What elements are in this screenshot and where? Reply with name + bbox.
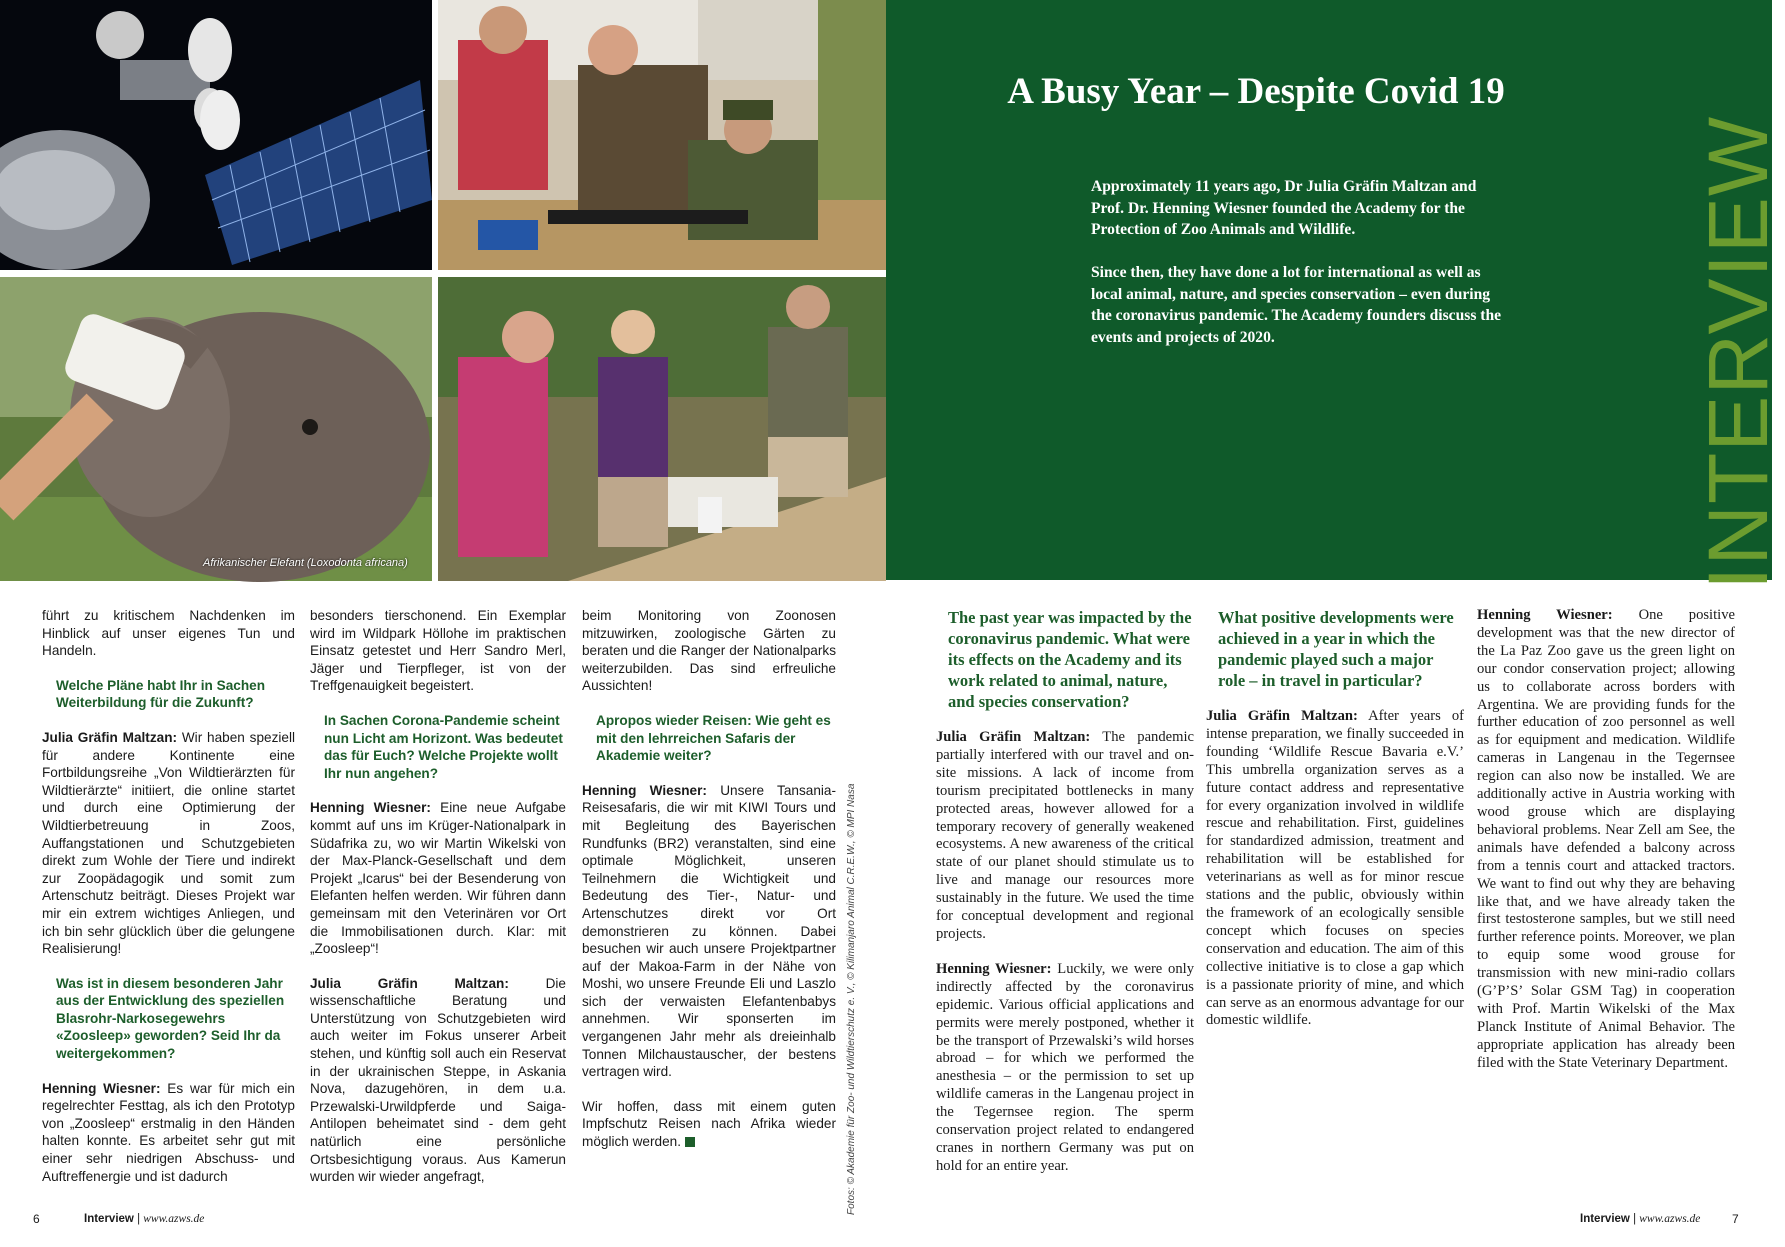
speaker-name: Henning Wiesner: [1477,607,1613,623]
speaker-name: Henning Wiesner: [582,782,707,798]
section-vertical-label [1691,66,1785,590]
answer-paragraph [310,799,566,957]
photo-workshop-rifle [438,0,886,270]
photo-caption: Afrikanischer Elefant (Loxodonta africana) [203,557,408,569]
answer-text: Unsere Tansania-Reisesafaris, die wir mit KIWI Tours und mit Begleitung des Bayerischen Rundfunks (BR2) veranstalten, sind eine optimale Möglichkeit, unseren Teilnehmern die Wichtigkeit und Bedeutung des Tier-, Natur- und Artenschutzes direkt vor Ort demonstrieren zu können. Dabei besuchen wir auch unsere Projektpartner auf der Makoa-Farm in der Nähe von Moshi, wo unsere Freunde Eli und Laszlo sich der verwaisten Elefantenbabys annehmen. Wir sponserten im vergangenen Jahr mehr als dreieinhalb Tonnen Milchaustauscher, der bestens vertragen wird. [582,782,836,1080]
photo-field-team [438,277,886,581]
speaker-name: Julia Gräfin Maltzan: [1206,708,1358,724]
right-column-3 [1477,607,1735,1090]
left-column-3 [582,607,836,1168]
paragraph: führt zu kritischem Nachdenken im Hinblick auf unser eigenes Tun und Handeln. [42,608,295,659]
answer-paragraph [582,782,836,1081]
title-banner [886,0,1772,580]
footer-left [84,1213,204,1225]
speaker-name: Julia Gräfin Maltzan: [936,729,1091,745]
intro-paragraph-2: Since then, they have done a lot for international as well as local animal, nature, and species conservation – even during the coronavirus pandemic. The Academy founders discuss the events and projects of 2020. [1091,264,1502,346]
footer-separator: | [137,1213,141,1225]
photo-credit [846,775,858,1215]
answer-text: Eine neue Aufgabe kommt auf uns im Krüger-Nationalpark in Südafrika zu, wo wir Martin Wikelski von der Max-Planck-Gesellschaft und dem Projekt „Icarus“ bei der Besenderung von Elefanten helfen werden. Wir führen dann gemeinsam mit den Veterinären vor Ort die Immobilisationen durch. Klar: mit „Zoosleep“! [310,800,566,957]
answer-text: Die wissenschaftliche Beratung und Unterstützung von Schutzgebieten wird auch weiter im Fokus unserer Arbeit stehen, und künftig soll auch ein Reservat in der ukrainischen Steppe, in Askania Nova, dazugehören, in dem u.a. Przewalski-Urwildpferde und Saiga-Antilopen beheimatet sind - dem geht natürlich eine persönliche Ortsbesichtigung voraus. Aus Kamerun wurden wir wieder angefragt, [310,975,566,1185]
closing-paragraph [582,1098,836,1151]
answer-paragraph [42,729,295,958]
left-column-1 [42,607,295,1202]
answer-paragraph [42,1080,295,1186]
answer-paragraph [1477,607,1735,1073]
page-number-left: 6 [33,1212,40,1226]
speaker-name: Henning Wiesner: [936,960,1052,977]
footer-section: Interview [84,1213,134,1225]
section-vertical-text: INTERVIEW [1691,115,1785,590]
right-page [886,0,1785,1247]
question-heading: Was ist in diesem besonderen Jahr aus der Entwicklung des speziellen Blasrohr-Narkosegewehrs «Zoosleep» geworden? Seid Ihr da weitergekommen? [56,975,285,1062]
speaker-name: Henning Wiesner: [42,1080,161,1096]
intro-paragraph-1: Approximately 11 years ago, Dr Julia Gräfin Maltzan and Prof. Dr. Henning Wiesner founded the Academy for the Protection of Zoo Animals and Wildlife. [1091,178,1477,238]
footer-section: Interview [1580,1213,1630,1225]
answer-paragraph [1206,708,1464,1030]
paragraph: beim Monitoring von Zoonosen mitzuwirken, zoologische Gärten zu beraten und die Ranger der Nationalparks weiterzubilden. Das sind erfreuliche Aussichten! [582,608,836,694]
question-heading: The past year was impacted by the coronavirus pandemic. What were its effects on the Academy and its work related to animal, nature, and species conservation? [948,608,1192,711]
paragraph: besonders tierschonend. Ein Exemplar wird im Wildpark Höllohe im praktischen Einsatz getestet und Herr Sandro Merl, Jäger und Tierpfleger, ist von der Treffgenauigkeit begeistert. [310,608,566,694]
speaker-name: Julia Gräfin Maltzan: [42,729,178,745]
photo-elephant [0,277,432,581]
speaker-name: Julia Gräfin Maltzan: [310,975,509,991]
answer-text: Es war für mich ein regelrechter Festtag, als ich den Prototyp von „Zoosleep“ erstmalig in den Händen halten konnte. Es arbeitet sehr gut mit einer sehr niedrigen Abschuss- und Auftreffenergie und ist dadurch [42,1080,295,1184]
footer-separator: | [1633,1213,1637,1225]
end-mark-icon [685,1137,695,1147]
closing-text: Wir hoffen, dass mit einem guten Impfschutz Reisen nach Afrika wieder möglich werden. [582,1098,836,1150]
answer-text: One positive development was that the new director of the La Paz Zoo gave us the green light on our condor conservation project; allowing us to collaborate across borders with Argentina. We are providing funds for the further education of zoo personnel as well as for equipment and medication. Wildlife cameras in Langenau in the Tegernsee region can also now be installed. We are additionally active in Austria working with wood grouse which are displaying behavioral problems. Near Zell am See, the animals have defended a balcony across from a tennis court and attacked tractors. We want to find out why they are behaving like that, and we have already taken the first testosterone samples, but we still need further reference points. Moreover, we plan to equip some wood grouse for transmission with new mini-radio collars (G’P’S’ Solar GSM Tag) in cooperation with Prof. Martin Wikelski of the Max Planck Institute of Animal Behavior. The appropriate application has already been filed with the State Veterinary Department. [1477,607,1735,1071]
question-heading: What positive developments were achieved in a year in which the pandemic played such a major role – in travel in particular? [1218,608,1454,690]
left-column-2 [310,607,566,1203]
answer-paragraph [936,729,1194,944]
question-heading: In Sachen Corona-Pandemie scheint nun Licht am Horizont. Was bedeutet das für Euch? Welche Projekte wollt Ihr nun angehen? [324,712,563,781]
speaker-name: Henning Wiesner: [310,800,431,816]
photo-space-station [0,0,432,270]
answer-text: Wir haben speziell für andere Kontinente eine Fortbildungsreihe „Von Wildtierärzten für Wildtierärzte“ initiiert, die online startet und durch eine Optimierung der Wildtierbetreuung in Zoos, Auffangstationen und Schutzgebieten direkt zum Wohle der Tiere und indirekt zur Zoopädagogik und somit zum Artenschutz beiträgt. Dieses Projekt war mir ein extrem wichtiges Anliegen, und ich bin sehr glücklich über die gelungene Realisierung! [42,729,296,957]
answer-text: After years of intense preparation, we finally succeeded in founding ‘Wildlife Rescue Bavaria e.V.’ This umbrella organization serves as a future contact address and representative for every organization involved in wildlife rescue and rehabilitation. First, guidelines for standardized admission, treatment and rehabilitation will be established for veterinarians as well as for minor rescue stations and the public, obviously within the framework of an ecologically sensible concept which focuses on species conservation and education. The aim of this collective initiative is to close a gap which is a passionate priority of mine, and which can serve as an enormous advantage for our domestic wildlife. [1206,708,1464,1029]
answer-paragraph [936,961,1194,1176]
right-column-1 [936,607,1194,1193]
page-number-right: 7 [1732,1212,1739,1226]
answer-paragraph [310,975,566,1186]
question-heading: Apropos wieder Reisen: Wie geht es mit den lehrreichen Safaris der Akademie weiter? [596,712,831,764]
footer-url[interactable]: www.azws.de [1639,1213,1701,1225]
right-column-2 [1206,607,1464,1047]
answer-text: Luckily, we were only indirectly affected by the coronavirus epidemic. Various official applications and permits were merely postponed, whether it be the transport of Przewalski’s wild horses abroad – for which we performed the anesthesia – or the permission to set up wildlife cameras in the Langenau project in the Tegernsee region. The sperm conservation project related to endangered cranes in northern Germany was put on hold for an entire year. [936,960,1194,1174]
footer-right [1580,1213,1700,1225]
answer-text: The pandemic partially interfered with our travel and on-site missions. A lack of income from tourism precipitated bottlenecks in many protected areas, however allowed for a temporary recovery of generally weakened ecosystems. A new awareness of the critical state of our planet should stimulate us to live and manage our resources more sustainably in the future. We used the time for conceptual development and regional projects. [936,729,1194,942]
photo-credit-text: Fotos: © Akademie für Zoo- und Wildtierschutz e. V., © Kilimanjaro Animal C.R.E.W., © MPI Nasa [846,783,857,1215]
article-title: A Busy Year – Despite Covid 19 [1007,71,1505,112]
footer-url[interactable]: www.azws.de [143,1213,205,1225]
question-heading: Welche Pläne habt Ihr in Sachen Weiterbildung für die Zukunft? [56,677,265,711]
left-page [0,0,886,1247]
